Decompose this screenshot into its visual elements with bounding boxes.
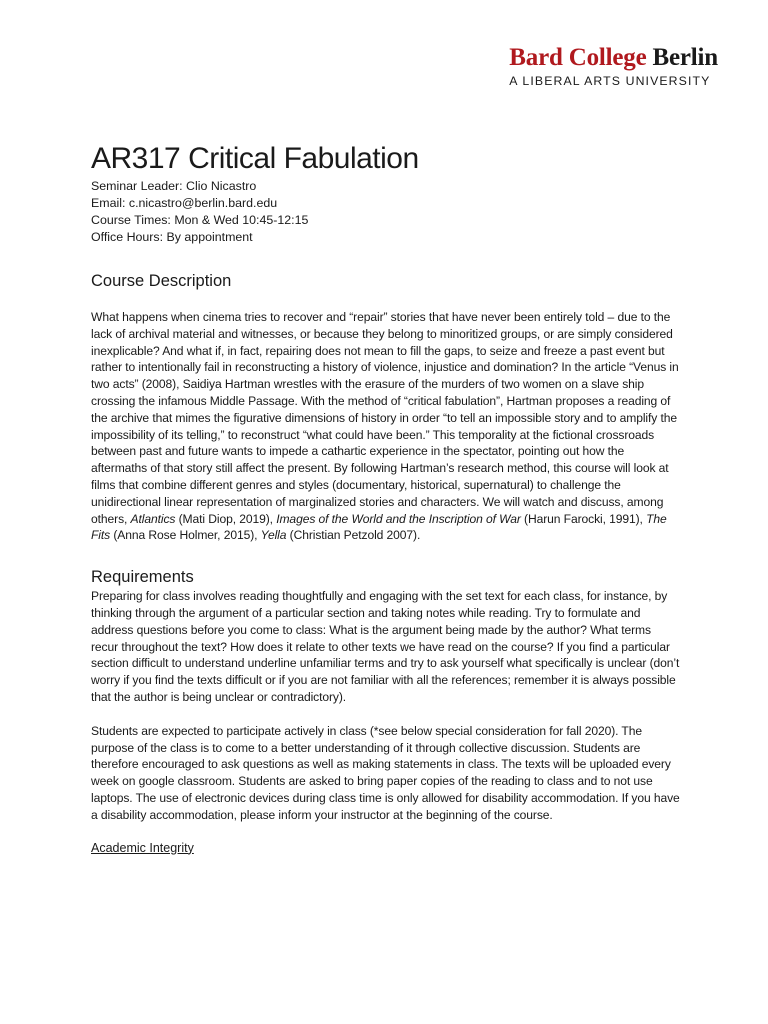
film-title: Images of the World and the Inscription of War — [276, 511, 521, 526]
logo-wordmark — [509, 44, 718, 72]
logo-tagline: A LIBERAL ARTS UNIVERSITY — [509, 74, 711, 88]
description-text-1: What happens when cinema tries to recover and “repair” stories that have never been entirely told – due to the lack of archival material and witnesses, or because they belong to minoritized groups, or are simply considered inexplicable? And what if, in fact, repairing does not mean to fill the gaps, to seize and freeze a past event but rather to intentionally fail in reconstructing a history of violence, injustice and domination? In the article “Venus in two acts” (2008), Saidiya Hartman wrestles with the erasure of the murders of two women on a slave ship crossing the infamous Middle Passage. With the method of “critical fabulation”, Hartman proposes a reading of the archive that mimes the figurative dimensions of history in order “to tell an impossible story and to amplify the impossibility of its telling,” to reconstruct “what could have been.” This temporality at the fictional crossroads between past and future wants to impede a cathartic experience in the spectator, pointing out how the aftermaths of that story still affect the present. By following Hartman’s research method, this course will look at films that combine different genres and styles (documentary, historical, supernatural) to challenge the unidirectional linear representation of marginalized stories and characters. We will watch and discuss, among others, — [91, 310, 679, 526]
office-hours: Office Hours: By appointment — [91, 230, 253, 244]
film-title: Yella — [260, 528, 287, 543]
description-text-5: (Christian Petzold 2007). — [286, 528, 421, 543]
film-title: Atlantics — [130, 511, 176, 526]
description-text-3: (Harun Farocki, 1991), — [520, 511, 647, 526]
film-title: The Fits — [91, 511, 667, 543]
description-text-4: (Anna Rose Holmer, 2015), — [110, 528, 261, 543]
email: Email: c.nicastro@berlin.bard.edu — [91, 196, 278, 210]
requirements-heading: Requirements — [91, 568, 194, 587]
requirements-paragraph-1: Preparing for class involves reading thoughtfully and engaging with the set text for each class, for instance, by thinking through the argument of a particular section and taking notes while reading. Try to formulate and address questions before you come to class: What is the argument being made by the author? What terms recur throughout the text? How does it relate to other texts we have read on the course? If you find a particular section difficult to understand underline unfamiliar terms and try to ask yourself what specifically is unclear (don’t worry if you find the texts difficult or if you are not familiar with all the references; remember it is always possible that the author is being unclear or contradictory). — [91, 589, 680, 704]
course-description-text — [91, 309, 681, 544]
logo-name-red: Bard College — [509, 44, 647, 71]
college-logo — [509, 44, 718, 88]
logo-name-black: Berlin — [652, 44, 718, 71]
seminar-leader: Seminar Leader: Clio Nicastro — [91, 179, 257, 193]
requirements-paragraph-2: Students are expected to participate actively in class (*see below special consideration for fall 2020). The purpose of the class is to come to a better understanding of it through collective discussion. Students are therefore encouraged to ask questions as well as making statements in class. The texts will be uploaded every week on google classroom. Students are asked to bring paper copies of the reading to class and to not use laptops. The use of electronic devices during class time is only allowed for disability accommodation. If you have a disability accommodation, please inform your instructor at the beginning of the course. — [91, 723, 680, 822]
course-info — [91, 178, 681, 246]
description-text-2: (Mati Diop, 2019), — [175, 511, 277, 526]
course-times: Course Times: Mon & Wed 10:45-12:15 — [91, 213, 309, 227]
document-body — [91, 140, 681, 855]
academic-integrity-heading: Academic Integrity — [91, 840, 194, 855]
course-description-heading: Course Description — [91, 272, 232, 290]
course-title: AR317 Critical Fabulation — [91, 142, 419, 175]
